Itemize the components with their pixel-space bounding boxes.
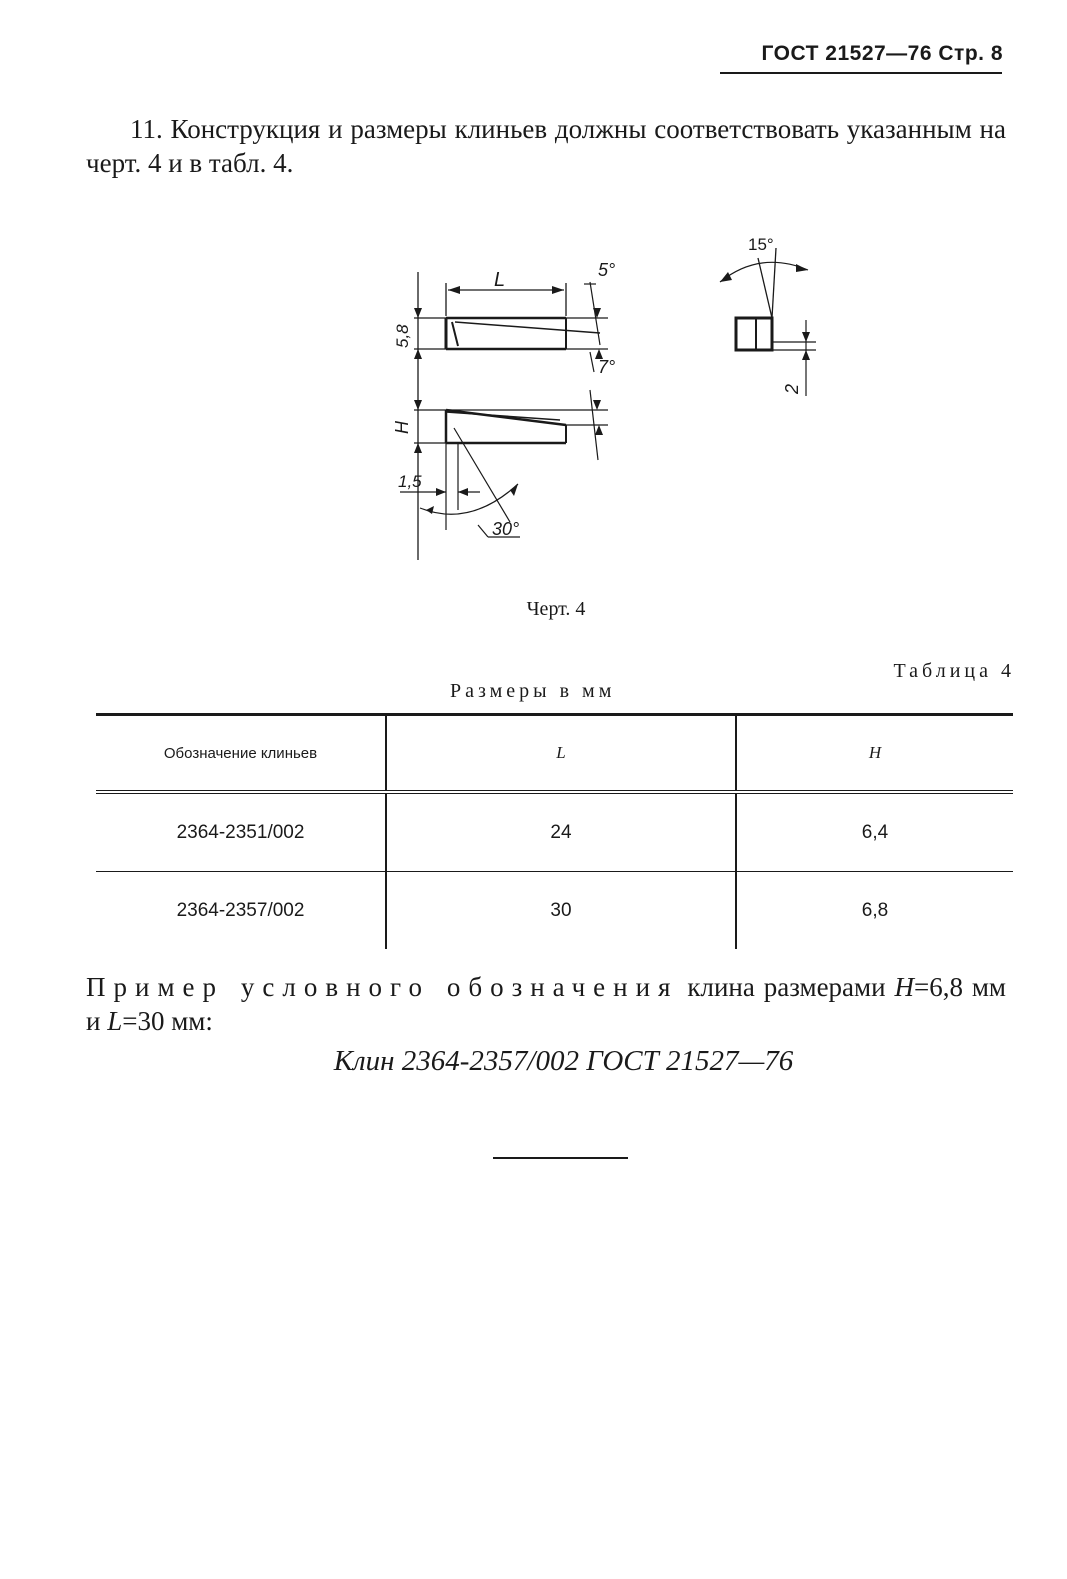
table-row [96, 792, 1013, 872]
example-designation: Клин 2364-2357/002 ГОСТ 21527—76 [333, 1045, 794, 1077]
cell-designation: 2364-2351/002 [96, 792, 386, 872]
paragraph-construction: 11. Конструкция и размеры клиньев должны соответствовать указанным на черт. 4 и в табл. 4. [86, 114, 1006, 178]
label-angle-7: 7° [598, 357, 616, 377]
label-L: L [494, 269, 506, 291]
var-L: L [107, 1006, 123, 1036]
wedge-drawing [0, 0, 1067, 600]
header-designation: Обозначение клиньев [96, 715, 386, 793]
wedge-sizes-table [96, 713, 1013, 949]
value-H: =6,8 мм и [86, 972, 1006, 1036]
cell-H: 6,4 [736, 792, 1013, 872]
figure-caption: Черт. 4 [526, 598, 586, 620]
example-text: клина размерами [678, 972, 895, 1002]
label-2: 2 [782, 383, 802, 394]
label-angle-15: 15° [748, 235, 774, 254]
cell-designation: 2364-2357/002 [176, 899, 305, 921]
label-1-5: 1,5 [398, 472, 422, 491]
example-lead: Пример условного обозначения [86, 972, 679, 1002]
table-row [96, 872, 1013, 950]
table-title: Таблица 4 [893, 660, 1015, 682]
var-H: H [894, 972, 914, 1002]
end-rule [493, 1157, 628, 1159]
label-H: H [392, 421, 412, 434]
paragraph-example [86, 970, 1006, 1038]
wedge-side-view [400, 390, 608, 537]
table-units: Размеры в мм [450, 680, 616, 702]
label-angle-5: 5° [598, 260, 616, 280]
header-L: L [386, 715, 736, 793]
header-H: H [736, 715, 1013, 793]
wedge-end-view [720, 248, 816, 396]
page-header: ГОСТ 21527—76 Стр. 8 [761, 42, 1003, 65]
cell-H: 6,8 [736, 872, 1013, 950]
value-L: =30 мм: [122, 1006, 213, 1036]
label-angle-30: 30° [492, 519, 520, 539]
cell-L: 24 [386, 792, 736, 872]
cell-L: 30 [386, 872, 736, 950]
label-5-8: 5,8 [393, 324, 412, 348]
